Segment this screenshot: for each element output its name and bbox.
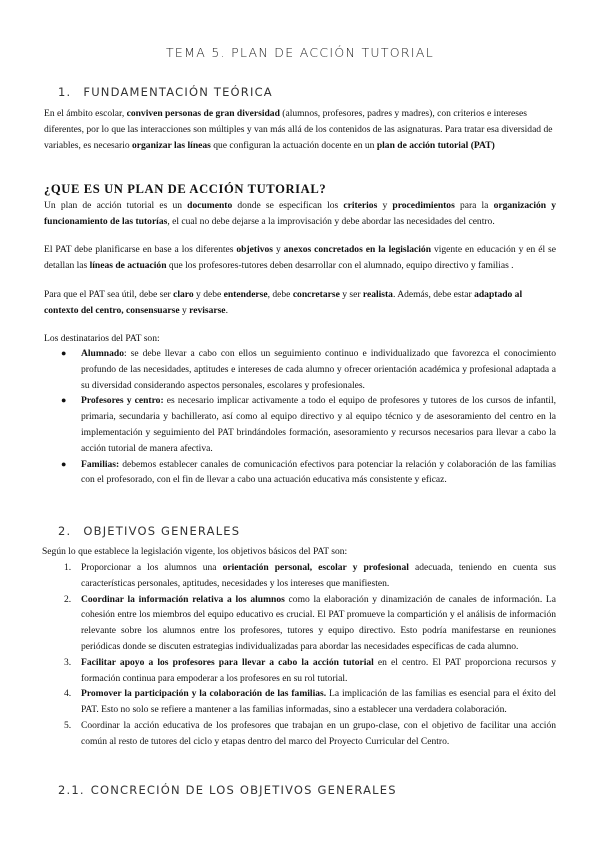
list-item: ● Familias: debemos establecer canales de comunicación efectivos para potenciar la relación y colaboración de las familias con el profesorado, con el fin de llevar a cabo una actuación educativa más consistente y eficaz. bbox=[61, 458, 556, 486]
bullet-icon: ● bbox=[61, 458, 67, 469]
destinatarios-list bbox=[44, 346, 556, 488]
section-heading-fundamentacion bbox=[58, 85, 273, 99]
section-title: FUNDAMENTACIÓN TEÓRICA bbox=[83, 85, 273, 99]
heading-que-es-pat: ¿QUE ES UN PLAN DE ACCIÓN TUTORIAL? bbox=[44, 182, 327, 196]
document-title: TEMA 5. PLAN DE ACCIÓN TUTORIAL bbox=[166, 45, 434, 60]
objetivos-intro: Según lo que establece la legislación vigente, los objetivos básicos del PAT son: bbox=[42, 546, 348, 557]
bullet-icon: ● bbox=[61, 395, 67, 406]
section-number: 2. bbox=[58, 524, 72, 538]
list-item: 1. Proporcionar a los alumnos una orientación personal, escolar y profesional adecuada, teniendo en cuenta sus características personales, aptitudes, necesidades y los intereses que manifiesten. bbox=[64, 562, 557, 589]
section-number: 2.1. bbox=[58, 783, 85, 797]
destinatarios-intro: Los destinatarios del PAT son: bbox=[44, 333, 160, 344]
list-item: 2. Coordinar la información relativa a los alumnos como la elaboración y dinamización de canales de información. La cohesión entre los miembros del equipo educativo es crucial. El PAT promueve la compartición y el análisis de información relevante sobre los alumnos entre los profesores, tutores y equipo directivo. Esto podría manifestarse en reuniones periódicas donde se discuten estrategias individualizadas para abordar las necesidades específicas de cada alumno. bbox=[64, 593, 556, 652]
list-item: ● Profesores y centro: es necesario implicar activamente a todo el equipo de profesores y tutores de los cursos de infantil, primaria, secundaria y bachillerato, así como al equipo directivo y al equipo técnico y de asesoramiento del centro en la implementación y seguimiento del PAT brindándoles formación, asesoramiento y recursos necesarios para llevar a cabo la acción tutorial de manera afectiva. bbox=[61, 395, 556, 454]
paragraph-definicion: Un plan de acción tutorial es un documento donde se especifican los criterios y procedimientos para la organización y funcionamiento de las tutorías, el cual no debe dejarse a la improvisación y debe abordar las necesidades del centro. bbox=[44, 200, 557, 227]
section-number: 1. bbox=[58, 85, 72, 99]
section-title: CONCRECIÓN DE LOS OBJETIVOS GENERALES bbox=[90, 783, 397, 797]
section-heading-concrecion bbox=[58, 783, 397, 797]
list-item: 4. Promover la participación y la colaboración de las familias. La implicación de las familias es esencial para el éxito del PAT. Esto no solo se refiere a mantener a las familias informadas, sino a establecer una verdadera colaboración. bbox=[64, 688, 557, 716]
objetivos-list bbox=[44, 560, 556, 750]
paragraph-fundamentacion: En el ámbito escolar, conviven personas de gran diversidad (alumnos, profesores, padres y madres), con criterios e intereses diferentes, por lo que las interacciones son múltiples y van más allá de los contenidos de las asignaturas. Para tratar esa diversidad de variables, es necesario organizar las líneas que configuran la actuación docente en un plan de acción tutorial (PAT) bbox=[44, 108, 553, 151]
section-title: OBJETIVOS GENERALES bbox=[83, 524, 241, 538]
paragraph-utilidad: Para que el PAT sea útil, debe ser claro y debe entenderse, debe concretarse y ser realista. Además, debe estar adaptado al contexto del centro, consensuarse y revisarse. bbox=[44, 289, 523, 316]
list-item: 5. Coordinar la acción educativa de los profesores que trabajan en un grupo-clase, con el objetivo de facilitar una acción común al resto de tutores del ciclo y etapas dentro del marco del Proyecto Curricular del Centro. bbox=[64, 719, 556, 747]
list-item: 3. Facilitar apoyo a los profesores para llevar a cabo la acción tutorial en el centro. El PAT proporciona recursos y formación continua para empoderar a los profesores en su rol tutorial. bbox=[64, 656, 557, 684]
paragraph-planificacion: El PAT debe planificarse en base a los diferentes objetivos y anexos concretados en la legislación vigente en educación y en él se detallan las líneas de actuación que los profesores-tutores deben desarrollar con el alumnado, equipo directivo y familias . bbox=[44, 244, 557, 271]
list-item: ● Alumnado: se debe llevar a cabo con ellos un seguimiento continuo e individualizado que favorezca el conocimiento profundo de las necesidades, aptitudes e intereses de cada alumno y ofrecer orientación académica y profesional adaptada a su diversidad considerando aspectos personales, escolares y profesionales. bbox=[61, 348, 556, 391]
bullet-icon: ● bbox=[61, 348, 67, 358]
section-heading-objetivos bbox=[58, 524, 240, 538]
